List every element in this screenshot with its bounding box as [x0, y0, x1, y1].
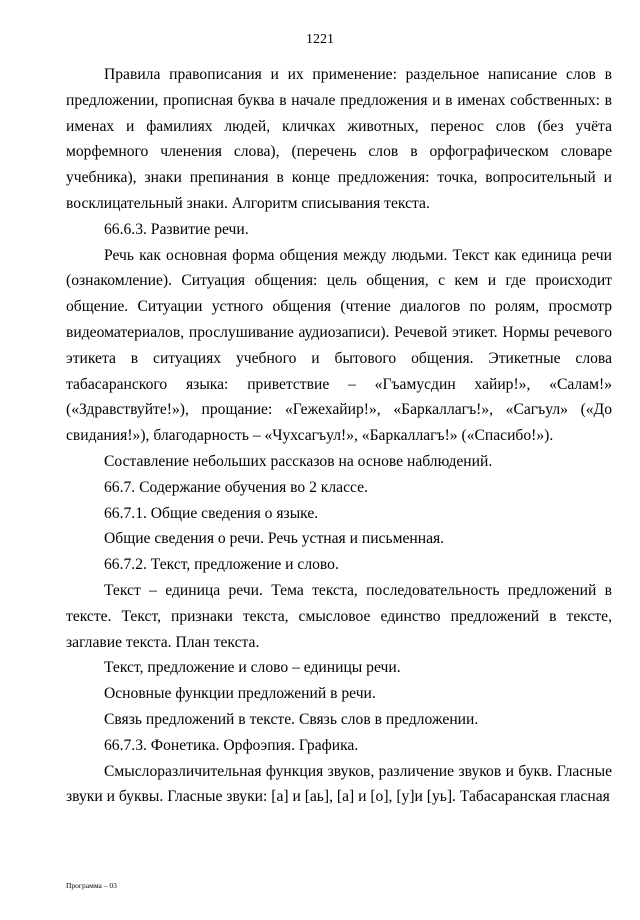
section-heading-phonetics: 66.7.3. Фонетика. Орфоэпия. Графика. — [104, 736, 359, 754]
page-number: 1221 — [306, 32, 334, 47]
paragraph-speech-units: Текст, предложение и слово – единицы речи. — [104, 659, 401, 677]
section-heading-grade-2: 66.7. Содержание обучения во 2 классе. — [104, 478, 368, 496]
paragraph-short-stories: Составление небольших рассказов на основе наблюдений. — [104, 452, 493, 470]
footer-program-label: Программа – 03 — [66, 881, 117, 890]
document-body — [66, 62, 612, 810]
paragraph-sounds-letters: Смыслоразличительная функция звуков, различение звуков и букв. Гласные звуки и буквы. Гласные звуки: [а] и [аь], [а] и [о], [у]и [уь]. Табасаранская гласная — [66, 762, 612, 806]
paragraph-text-unit: Текст – единица речи. Тема текста, последовательность предложений в тексте. Текст, признаки текста, смысловое единство предложений в тексте, заглавие текста. План текста. — [66, 581, 612, 651]
paragraph-sentence-links: Связь предложений в тексте. Связь слов в предложении. — [104, 710, 479, 728]
section-heading-speech-development: 66.6.3. Развитие речи. — [104, 220, 249, 238]
paragraph-sentence-functions: Основные функции предложений в речи. — [104, 685, 376, 703]
section-heading-language-info: 66.7.1. Общие сведения о языке. — [104, 504, 319, 522]
paragraph-speech-general: Общие сведения о речи. Речь устная и письменная. — [104, 530, 445, 548]
section-heading-text-sentence-word: 66.7.2. Текст, предложение и слово. — [104, 556, 339, 574]
paragraph-spelling-rules: Правила правописания и их применение: раздельное написание слов в предложении, прописная буква в начале предложения и в именах собственных: в именах и фамилиях людей, кличках животных, перенос слов (без учёта морфемного членения слова), (перечень слов в орфографическом словаре учебника), знаки препинания в конце предложения: точка, вопросительный и восклицательный знаки. Алгоритм списывания текста. — [66, 66, 612, 212]
paragraph-speech-communication: Речь как основная форма общения между людьми. Текст как единица речи (ознакомление). Ситуация общения: цель общения, с кем и где происходит общение. Ситуации устного общения (чтение диалогов по ролям, просмотр видеоматериалов, прослушивание аудиозаписи). Речевой этикет. Нормы речевого этикета в ситуациях учебного и бытового общения. Этикетные слова табасаранского языка: приветствие – «Гъамусдин хайир!», «Салам!» («Здравствуйте!»), прощание: «Гежехайир!», «Баркаллагъ!», «Сагъул» («До свидания!»), благодарность – «Чухсагъул!», «Баркаллагъ!» («Спасибо!»). — [66, 246, 612, 445]
